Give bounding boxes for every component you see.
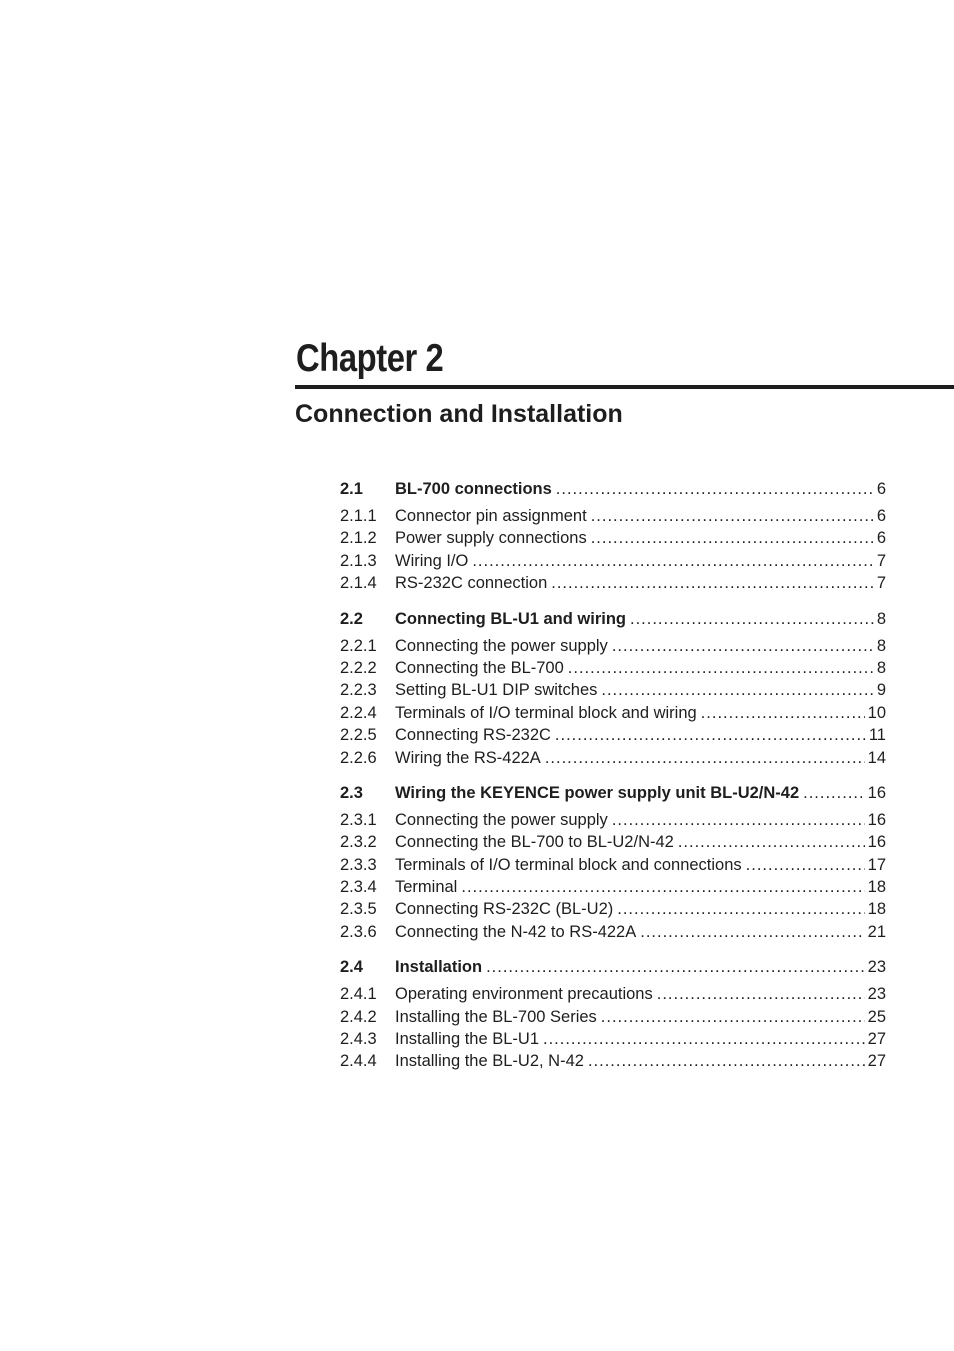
toc-entry[interactable] [340, 657, 886, 679]
toc-number: 2.4 [340, 958, 363, 977]
toc-number: 2.2.2 [340, 658, 377, 677]
toc-number: 2.4.4 [340, 1052, 377, 1071]
toc-page: 8 [876, 636, 886, 655]
toc-entry[interactable] [340, 1050, 886, 1072]
toc-number: 2.3.4 [340, 878, 377, 897]
toc-entry[interactable] [340, 854, 886, 876]
dot-leader [556, 478, 874, 500]
toc-title: Terminal [395, 878, 458, 897]
toc-number: 2.2.5 [340, 726, 377, 745]
toc-entry[interactable] [340, 635, 886, 657]
toc-title: Wiring the RS-422A [395, 748, 541, 767]
toc-section-2-3 [340, 782, 886, 943]
toc-title: Connecting the power supply [395, 810, 608, 829]
toc-number: 2.1.1 [340, 507, 377, 525]
toc-number: 2.2 [340, 609, 363, 628]
toc-number: 2.3.1 [340, 810, 377, 829]
toc-page: 23 [867, 985, 886, 1004]
toc-title: Installation [395, 958, 483, 977]
toc-title: Operating environment precautions [395, 985, 653, 1004]
toc-page: 7 [876, 551, 886, 570]
toc-page: 10 [867, 703, 886, 722]
dot-leader [551, 572, 874, 594]
toc-page: 16 [867, 783, 886, 802]
chapter-label: Chapter 2 [296, 337, 444, 380]
toc-title: BL-700 connections [395, 480, 552, 498]
toc-entry[interactable] [340, 505, 886, 527]
toc-number: 2.3.2 [340, 833, 377, 852]
toc-title: Connecting the BL-700 [395, 658, 564, 677]
toc-entry[interactable] [340, 898, 886, 920]
toc-page: 17 [867, 855, 886, 874]
dot-leader [591, 505, 874, 527]
toc-title: Connecting the N-42 to RS-422A [395, 922, 637, 941]
toc-number: 2.3.6 [340, 922, 377, 941]
toc-title: Connecting BL-U1 and wiring [395, 609, 626, 628]
toc-page: 27 [867, 1030, 886, 1049]
toc-title: Connecting RS-232C [395, 726, 551, 745]
toc-title: Installing the BL-700 Series [395, 1007, 597, 1026]
toc-number: 2.3 [340, 783, 363, 802]
toc-entry[interactable] [340, 747, 886, 769]
toc-heading[interactable] [340, 478, 886, 505]
toc-page: 21 [867, 922, 886, 941]
dot-leader [640, 921, 864, 943]
dot-leader [803, 782, 865, 804]
chapter-title: Connection and Installation [295, 400, 623, 428]
dot-leader [612, 635, 874, 657]
toc-number: 2.1.4 [340, 574, 377, 593]
toc-page: 6 [876, 507, 886, 525]
dot-leader [657, 983, 865, 1005]
toc-title: RS-232C connection [395, 574, 548, 593]
toc-entry[interactable] [340, 679, 886, 701]
dot-leader [461, 876, 864, 898]
dot-leader [486, 956, 865, 978]
toc-number: 2.1 [340, 480, 363, 498]
toc-entry[interactable] [340, 702, 886, 724]
toc-title: Setting BL-U1 DIP switches [395, 681, 598, 700]
toc-entry[interactable] [340, 527, 886, 549]
toc-number: 2.3.5 [340, 900, 377, 919]
toc-entry[interactable] [340, 1028, 886, 1050]
toc-page: 14 [867, 748, 886, 767]
dot-leader [630, 608, 874, 630]
toc-heading[interactable] [340, 956, 886, 983]
toc-title: Installing the BL-U1 [395, 1030, 539, 1049]
dot-leader [678, 831, 865, 853]
toc-number: 2.4.2 [340, 1007, 377, 1026]
toc-page: 25 [867, 1007, 886, 1026]
toc-number: 2.4.1 [340, 985, 377, 1004]
toc-entry[interactable] [340, 809, 886, 831]
toc-title: Wiring I/O [395, 551, 469, 570]
dot-leader [568, 657, 874, 679]
dot-leader [746, 854, 865, 876]
toc-number: 2.4.3 [340, 1030, 377, 1049]
toc-entry[interactable] [340, 572, 886, 594]
toc-number: 2.2.6 [340, 748, 377, 767]
toc-page: 6 [876, 529, 886, 548]
toc-title: Terminals of I/O terminal block and connections [395, 855, 742, 874]
toc-page: 11 [868, 726, 886, 745]
table-of-contents [340, 478, 886, 1086]
dot-leader [543, 1028, 865, 1050]
toc-title: Wiring the KEYENCE power supply unit BL-U2/N-42 [395, 783, 800, 802]
toc-number: 2.2.4 [340, 703, 377, 722]
toc-number: 2.1.2 [340, 529, 377, 548]
toc-page: 16 [867, 810, 886, 829]
dot-leader [601, 1006, 865, 1028]
toc-page: 8 [876, 658, 886, 677]
toc-section-2-2 [340, 608, 886, 769]
toc-title: Connecting the BL-700 to BL-U2/N-42 [395, 833, 674, 852]
toc-page: 23 [867, 958, 886, 977]
toc-entry[interactable] [340, 1006, 886, 1028]
toc-number: 2.1.3 [340, 551, 377, 570]
toc-title: Connector pin assignment [395, 507, 587, 525]
toc-entry[interactable] [340, 921, 886, 943]
toc-title: Installing the BL-U2, N-42 [395, 1052, 584, 1071]
dot-leader [472, 550, 873, 572]
toc-entry[interactable] [340, 983, 886, 1005]
dot-leader [545, 747, 865, 769]
toc-number: 2.2.3 [340, 681, 377, 700]
toc-page: 18 [867, 878, 886, 897]
toc-page: 16 [867, 833, 886, 852]
toc-heading[interactable] [340, 782, 886, 809]
dot-leader [601, 679, 873, 701]
toc-title: Connecting the power supply [395, 636, 608, 655]
toc-page: 9 [876, 681, 886, 700]
dot-leader [591, 527, 874, 549]
toc-page: 6 [876, 480, 886, 498]
toc-heading[interactable] [340, 608, 886, 635]
dot-leader [612, 809, 865, 831]
dot-leader [588, 1050, 865, 1072]
toc-page: 27 [867, 1052, 886, 1071]
toc-title: Terminals of I/O terminal block and wiring [395, 703, 697, 722]
toc-number: 2.3.3 [340, 855, 377, 874]
dot-leader [555, 724, 866, 746]
dot-leader [617, 898, 864, 920]
toc-title: Power supply connections [395, 529, 587, 548]
toc-title: Connecting RS-232C (BL-U2) [395, 900, 614, 919]
dot-leader [701, 702, 865, 724]
toc-section-2-1 [340, 478, 886, 595]
toc-entry[interactable] [340, 876, 886, 898]
toc-entry[interactable] [340, 724, 886, 746]
toc-entry[interactable] [340, 831, 886, 853]
toc-page: 7 [876, 574, 886, 593]
toc-section-2-4 [340, 956, 886, 1073]
toc-page: 18 [867, 900, 886, 919]
toc-entry[interactable] [340, 550, 886, 572]
chapter-divider [295, 385, 954, 389]
toc-number: 2.2.1 [340, 636, 377, 655]
toc-page: 8 [876, 609, 886, 628]
